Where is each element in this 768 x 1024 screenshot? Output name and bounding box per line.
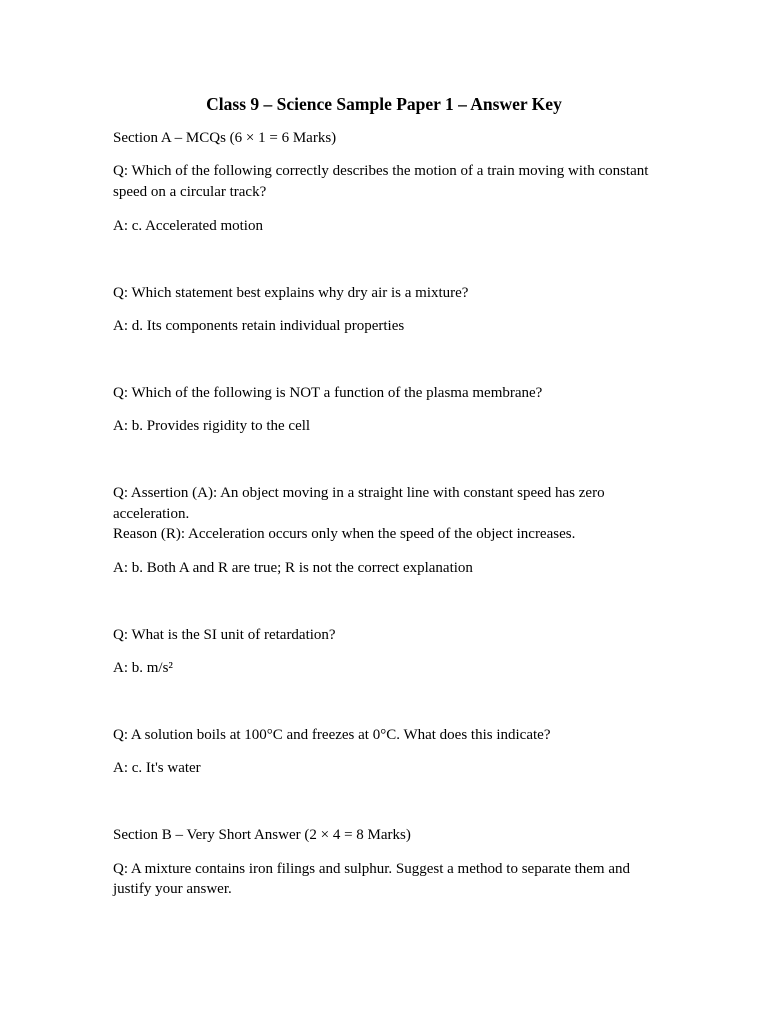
- question-text-line: Q: A mixture contains iron filings and sulphur. Suggest a method to separate them and: [113, 861, 631, 877]
- question-text-line: Q: What is the SI unit of retardation?: [113, 627, 336, 643]
- question-text-line: Q: Which of the following is NOT a function of the plasma membrane?: [113, 385, 543, 401]
- answer-text: A: d. Its components retain individual properties: [113, 318, 405, 334]
- question-text-line: justify your answer.: [113, 881, 232, 897]
- question-text-line: Q: Assertion (A): An object moving in a straight line with constant speed has zero: [113, 485, 605, 501]
- answer-text: A: c. Accelerated motion: [113, 218, 263, 234]
- section-b-heading: Section B – Very Short Answer (2 × 4 = 8 Marks): [113, 827, 411, 843]
- answer-text: A: b. m/s²: [113, 660, 173, 676]
- section-a-heading: Section A – MCQs (6 × 1 = 6 Marks): [113, 130, 337, 146]
- question-text-line: Reason (R): Acceleration occurs only when the speed of the object increases.: [113, 526, 576, 542]
- question-text-line: Q: A solution boils at 100°C and freezes at 0°C. What does this indicate?: [113, 727, 551, 743]
- document-title: Class 9 – Science Sample Paper 1 – Answer Key: [206, 94, 562, 114]
- question-text-line: acceleration.: [113, 506, 190, 522]
- answer-text: A: b. Provides rigidity to the cell: [113, 418, 311, 434]
- question-text-line: speed on a circular track?: [113, 184, 267, 200]
- answer-text: A: b. Both A and R are true; R is not the correct explanation: [113, 560, 473, 576]
- question-text-line: Q: Which statement best explains why dry air is a mixture?: [113, 285, 469, 301]
- question-text-line: Q: Which of the following correctly describes the motion of a train moving with constant: [113, 163, 649, 179]
- answer-text: A: c. It's water: [113, 760, 201, 776]
